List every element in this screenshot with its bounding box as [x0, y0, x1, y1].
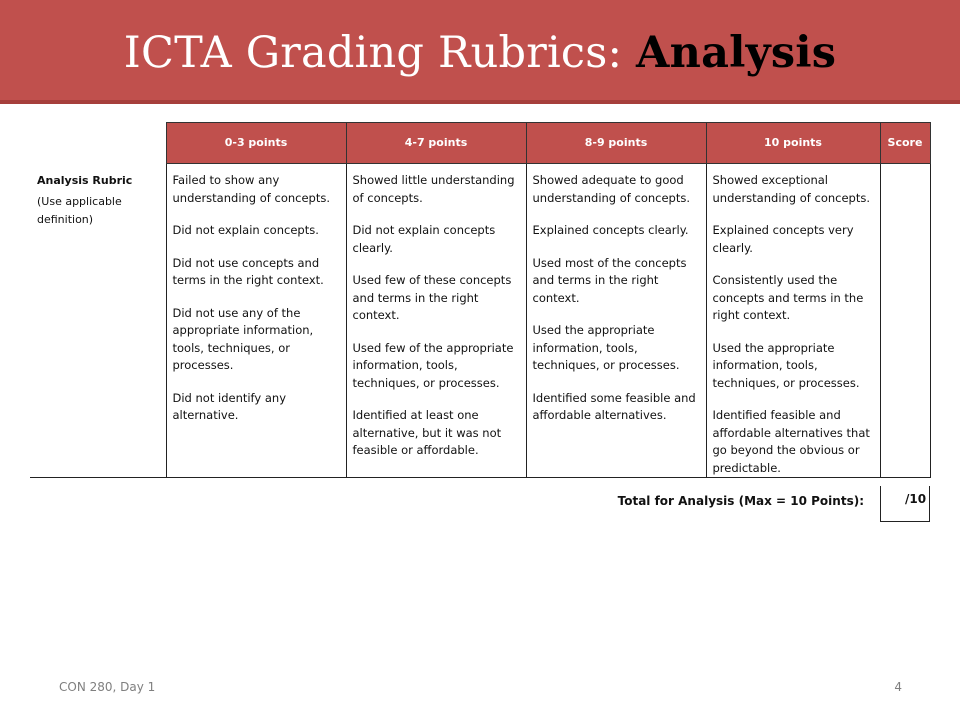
- criterion-text: Failed to show any understanding of concepts.: [172, 173, 330, 205]
- row-header-cell: [30, 164, 166, 478]
- criterion-text: Explained concepts clearly.: [532, 223, 689, 237]
- slide-title: [0, 30, 960, 77]
- criterion-text: Showed little understanding of concepts.: [352, 173, 515, 205]
- row-label: Analysis Rubric: [37, 173, 133, 187]
- rubric-table: [30, 122, 931, 478]
- total-label: Total for Analysis (Max = 10 Points):: [617, 494, 864, 508]
- header-blank-cell: [30, 123, 166, 164]
- criteria-0-3-points: [166, 164, 346, 478]
- criterion-text: Explained concepts very clearly.: [712, 223, 854, 255]
- header-0-3-points: 0-3 points: [166, 123, 346, 164]
- header-4-7-points: 4-7 points: [346, 123, 526, 164]
- total-score-value: /10: [905, 492, 927, 506]
- criterion-text: Did not use concepts and terms in the right context.: [172, 255, 324, 287]
- total-score-cell: [880, 486, 930, 522]
- criterion-text: Used the appropriate information, tools, techniques, or processes.: [712, 340, 860, 390]
- criteria-10-points: [706, 164, 880, 478]
- footer-page-number: 4: [894, 680, 902, 694]
- row-sublabel: (Use applicable definition): [37, 195, 122, 226]
- header-8-9-points: 8-9 points: [526, 123, 706, 164]
- footer-course: CON 280, Day 1: [59, 680, 156, 694]
- score-cell: [880, 164, 930, 478]
- criterion-text: Used few of the appropriate information, tools, techniques, or processes.: [352, 340, 514, 390]
- criterion-text: Showed adequate to good understanding of concepts.: [532, 173, 690, 205]
- rubric-header-row: [30, 123, 930, 164]
- criterion-text: Identified at least one alternative, but it was not feasible or affordable.: [352, 408, 502, 457]
- table-row: [30, 164, 930, 478]
- header-10-points: 10 points: [706, 123, 880, 164]
- criterion-text: Did not identify any alternative.: [172, 390, 287, 422]
- criteria-4-7-points: [346, 164, 526, 478]
- criterion-text: Identified feasible and affordable alternatives that go beyond the obvious or predictable.: [712, 408, 870, 475]
- slide-title-prefix: ICTA Grading Rubrics:: [123, 28, 637, 78]
- criterion-text: Used most of the concepts and terms in the right context.: [532, 255, 687, 305]
- header-score: Score: [880, 123, 930, 164]
- criterion-text: Did not explain concepts.: [172, 223, 319, 237]
- criterion-text: Did not explain concepts clearly.: [352, 223, 496, 255]
- title-banner-underline: [0, 100, 960, 104]
- slide-title-emphasis: Analysis: [636, 28, 837, 78]
- criterion-text: Showed exceptional understanding of concepts.: [712, 173, 870, 205]
- criterion-text: Identified some feasible and affordable alternatives.: [532, 390, 696, 422]
- criterion-text: Did not use any of the appropriate information, tools, techniques, or processes.: [172, 305, 314, 372]
- criteria-8-9-points: [526, 164, 706, 478]
- criterion-text: Used few of these concepts and terms in the right context.: [352, 273, 512, 322]
- criterion-text: Used the appropriate information, tools, techniques, or processes.: [532, 323, 680, 372]
- criterion-text: Consistently used the concepts and terms in the right context.: [712, 273, 864, 322]
